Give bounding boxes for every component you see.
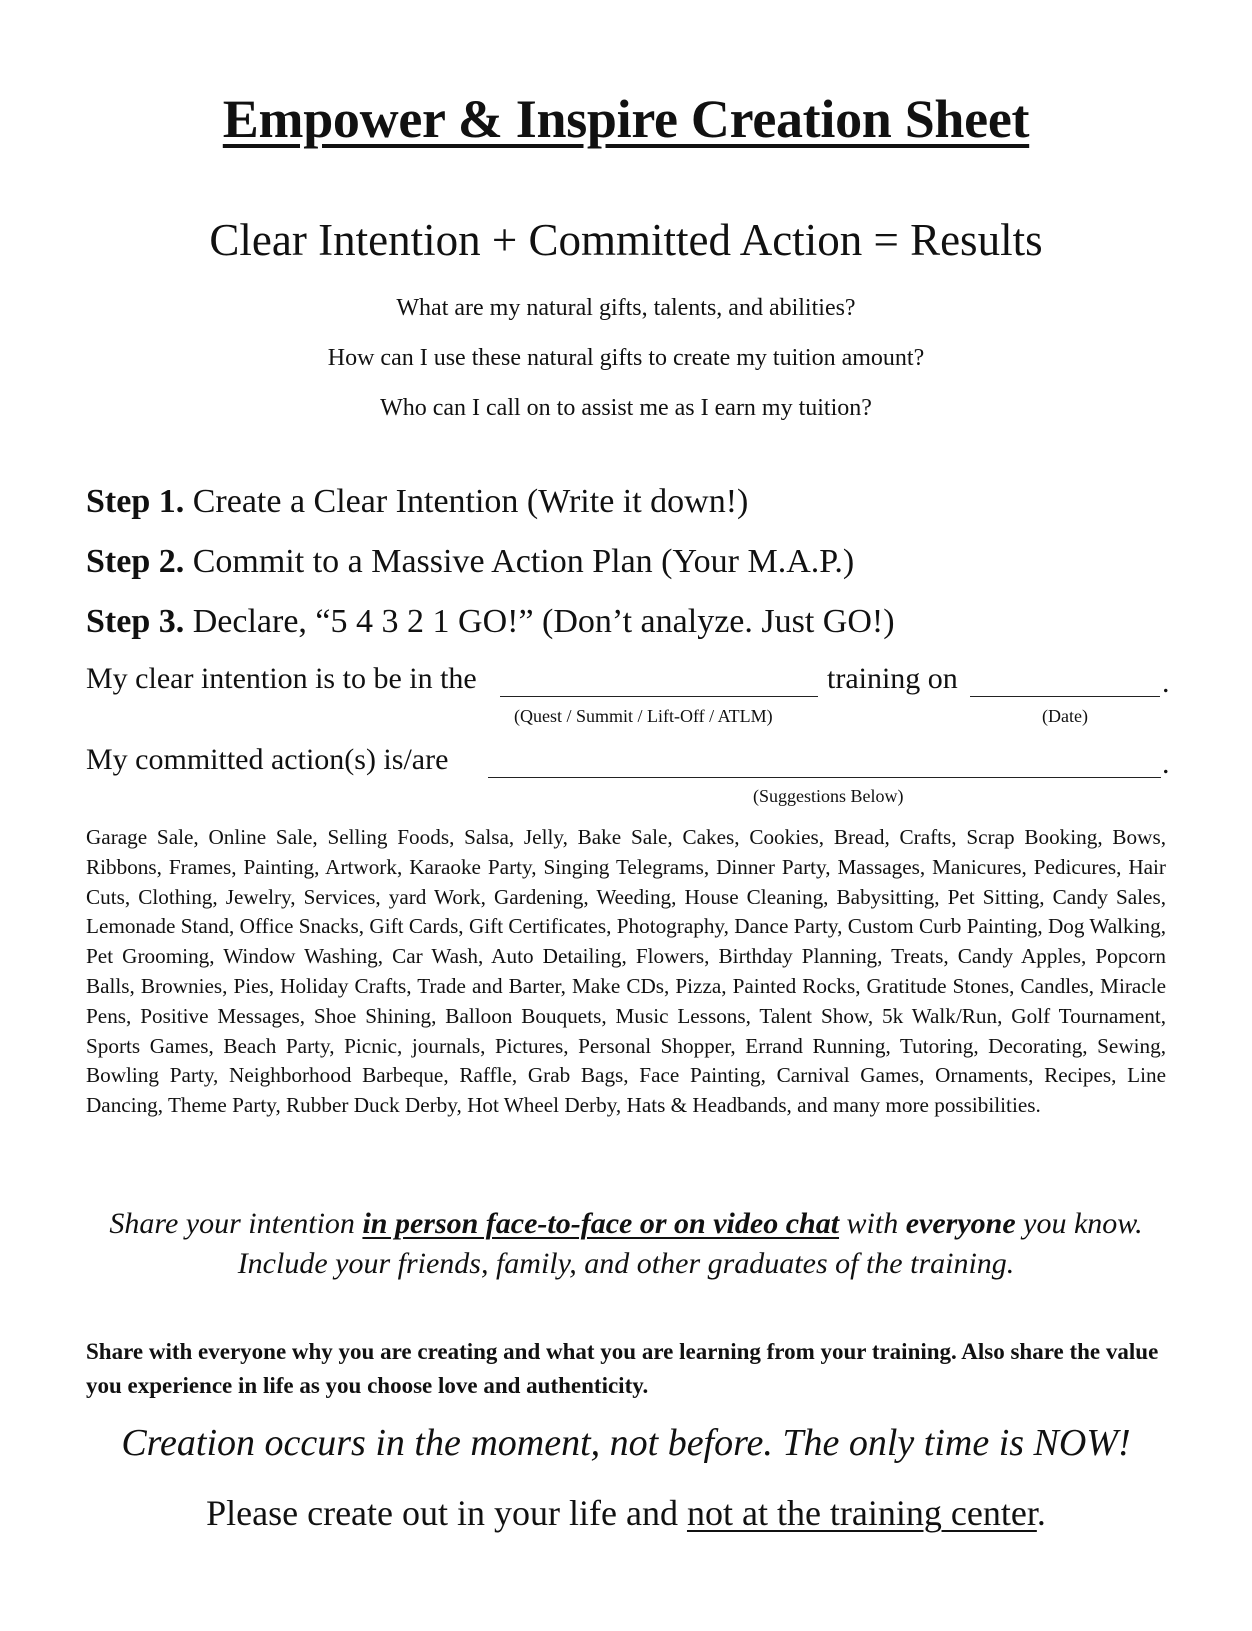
action-period: . (1162, 747, 1170, 780)
share-intention-underlined: in person face-to-face or on video chat (362, 1207, 840, 1240)
step-1 (86, 485, 748, 519)
share-intention-part2: with (839, 1207, 906, 1240)
step-1-label: Step 1. (86, 483, 185, 520)
action-prefix: My committed action(s) is/are (86, 743, 449, 776)
committed-action-hint: (Suggestions Below) (753, 786, 904, 806)
share-intention-bold: everyone (905, 1207, 1016, 1240)
step-1-text: Create a Clear Intention (Write it down!) (184, 483, 749, 520)
step-2 (86, 545, 854, 579)
question-who-to-call: Who can I call on to assist me as I earn my tuition? (380, 395, 872, 421)
step-3-label: Step 3. (86, 603, 185, 640)
step-2-label: Step 2. (86, 543, 185, 580)
share-intention-paragraph (100, 1204, 1152, 1284)
closing-line (0, 1495, 1252, 1531)
creation-quote: Creation occurs in the moment, not before. The only time is NOW! (121, 1422, 1131, 1464)
committed-action-blank[interactable] (488, 777, 1161, 778)
closing-end: . (1036, 1493, 1046, 1533)
document-title (0, 89, 1252, 149)
training-name-blank[interactable] (500, 696, 818, 697)
results-equation: Clear Intention + Committed Action = Results (209, 215, 1043, 265)
question-gifts: What are my natural gifts, talents, and abilities? (396, 295, 856, 321)
training-date-blank[interactable] (970, 696, 1160, 697)
intention-prefix: My clear intention is to be in the (86, 662, 477, 695)
intention-period: . (1162, 666, 1170, 699)
intention-middle: training on (827, 662, 958, 695)
document-title-text: Empower & Inspire Creation Sheet (222, 89, 1030, 149)
training-name-hint: (Quest / Summit / Lift-Off / ATLM) (514, 706, 773, 726)
suggestions-list: Garage Sale, Online Sale, Selling Foods, Salsa, Jelly, Bake Sale, Cakes, Cookies, Bread, Crafts, Scrap Booking, Bows, Ribbons, Frames, Painting, Artwork, Karaoke Party, Singing Telegrams, Dinner Party, Massages, Manicures, Pedicures, Hair Cuts, Clothing, Jewelry, Services, yard Work, Gardening, Weeding, House Cleaning, Babysitting, Pet Sitting, Candy Sales, Lemonade Stand, Office Snacks, Gift Cards, Gift Certificates, Photography, Dance Party, Custom Curb Painting, Dog Walking, Pet Grooming, Window Washing, Car Wash, Auto Detailing, Flowers, Birthday Planning, Treats, Candy Apples, Popcorn Balls, Brownies, Pies, Holiday Crafts, Trade and Barter, Make CDs, Pizza, Painted Rocks, Gratitude Stones, Candles, Miracle Pens, Positive Messages, Shoe Shining, Balloon Bouquets, Music Lessons, Talent Show, 5k Walk/Run, Golf Tournament, Sports Games, Beach Party, Picnic, journals, Pictures, Personal Shopper, Errand Running, Tutoring, Decorating, Sewing, Bowling Party, Neighborhood Barbeque, Raffle, Grab Bags, Face Painting, Carnival Games, Ornaments, Recipes, Line Dancing, Theme Party, Rubber Duck Derby, Hot Wheel Derby, Hats & Headbands, and many more possibilities. (86, 825, 1166, 1118)
training-date-hint: (Date) (1042, 706, 1088, 726)
share-why-paragraph: Share with everyone why you are creating and what you are learning from your training. Also share the value you experience in life as you choose love and authenticity. (86, 1339, 1159, 1398)
step-2-text: Commit to a Massive Action Plan (Your M.A.P.) (184, 543, 855, 580)
closing-underlined: not at the training center (686, 1493, 1037, 1533)
question-use-gifts: How can I use these natural gifts to create my tuition amount? (327, 345, 925, 371)
closing-part1: Please create out in your life and (206, 1493, 687, 1533)
share-intention-part3: you know. Include your friends, family, and other graduates of the training. (237, 1207, 1143, 1280)
step-3-text: Declare, “5 4 3 2 1 GO!” (Don’t analyze. Just GO!) (184, 603, 895, 640)
step-3 (86, 605, 895, 639)
share-intention-part1: Share your intention (109, 1207, 363, 1240)
